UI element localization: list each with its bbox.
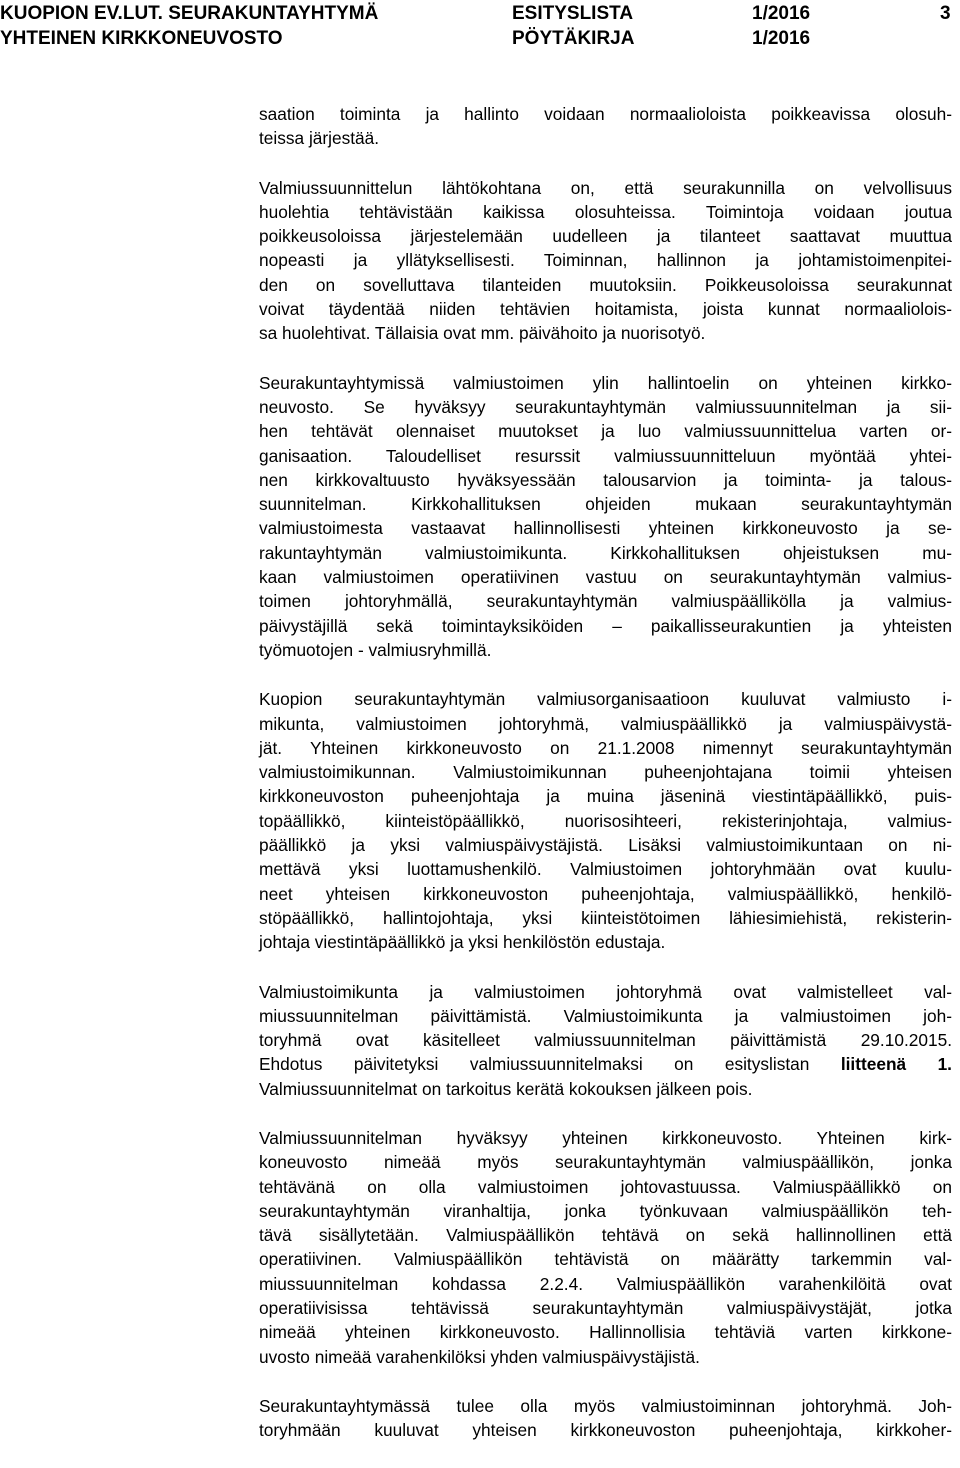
text-line: miussuunnitelman päivittämistä. Valmiustoimikunta ja valmiustoimen joh-	[259, 1005, 952, 1026]
paragraph	[259, 687, 952, 954]
text-line: neuvosto. Se hyväksyy seurakuntayhtymän valmiussuunnitelman ja sii-	[259, 396, 952, 417]
text-line-with-attachment	[259, 1052, 952, 1076]
minutes-number: 1/2016	[752, 28, 811, 49]
text-line: nimeää yhteinen kirkkoneuvosto. Hallinnollisia tehtäviä varten kirkkone-	[259, 1322, 952, 1343]
text-line: Valmiussuunnitelmat on tarkoitus kerätä kokouksen jälkeen pois.	[259, 1078, 753, 1099]
paragraph	[259, 1126, 952, 1369]
text-line: rakuntayhtymän valmiustoimikunta. Kirkkohallituksen ohjeistuksen mu-	[259, 542, 952, 563]
page-number: 3	[940, 3, 951, 24]
attachment-reference: liitteenä 1.	[840, 1054, 952, 1075]
text-line: toimen johtoryhmällä, seurakuntayhtymän valmiuspäällikölla ja valmius-	[259, 591, 952, 612]
text-line: nopeasti ja yllätyksellisesti. Toiminnan, hallinnon ja johtamistoimenpitei-	[259, 250, 952, 271]
text-segment: Ehdotus päivitetyksi valmiussuunnitelmaksi on esityslistan	[259, 1054, 841, 1075]
text-line: koneuvosto nimeää myös seurakuntayhtymän valmiuspäällikön, jonka	[259, 1152, 952, 1173]
text-line: Seurakuntayhtymässä tulee olla myös valmiustoiminnan johtoryhmä. Joh-	[259, 1395, 952, 1416]
text-line: hen tehtävät olennaiset muutokset ja luo valmiussuunnittelua varten or-	[259, 421, 952, 442]
text-line: neet yhteisen kirkkoneuvoston puheenjohtaja, valmiuspäällikkö, henkilö-	[259, 883, 952, 904]
text-line: stöpäällikkö, hallintojohtaja, yksi kiinteistötoimen lähiesimiehistä, rekisterin-	[259, 907, 952, 928]
text-line: johtaja viestintäpäällikkö ja yksi henkilöstön edustaja.	[259, 932, 666, 953]
text-line: miussuunnitelman kohdassa 2.2.4. Valmiuspäällikön varahenkilöitä ovat	[259, 1273, 952, 1294]
text-line: tehtävänä on olla valmiustoimen johtovastuussa. Valmiuspäällikkö on	[259, 1176, 952, 1197]
text-line: jät. Yhteinen kirkkoneuvosto on 21.1.2008 nimennyt seurakuntayhtymän	[259, 737, 952, 758]
paragraph	[259, 176, 952, 346]
text-line: den on sovelluttava tilanteiden muutoksiin. Poikkeusoloissa seurakunnat	[259, 274, 952, 295]
text-line: kirkkoneuvoston puheenjohtaja ja muina jäseninä viestintäpäällikkö, puis-	[259, 786, 952, 807]
text-line: työmuotojen - valmiusryhmillä.	[259, 639, 492, 660]
text-line: Seurakuntayhtymissä valmiustoimen ylin hallintoelin on yhteinen kirkko-	[259, 372, 952, 393]
paragraph	[259, 1394, 952, 1443]
text-line: teissa järjestää.	[259, 128, 380, 149]
text-line: topäällikkö, kiinteistöpäällikkö, nuorisosihteeri, rekisterinjohtaja, valmius-	[259, 810, 952, 831]
text-line: ganisaation. Taloudelliset resurssit valmiussuunnitteluun myöntää yhtei-	[259, 445, 952, 466]
text-line: valmiustoimikunnan. Valmiustoimikunnan puheenjohtajana toimii yhteisen	[259, 762, 952, 783]
text-line: tävä sisällytetään. Valmiuspäällikön tehtävä on sekä hallinnollinen että	[259, 1225, 952, 1246]
text-line: kaan valmiustoimen operatiivinen vastuu on seurakuntayhtymän valmius-	[259, 567, 952, 588]
page-header	[0, 0, 960, 60]
text-line: toryhmä ovat käsitelleet valmiussuunnitelman päivittämistä 29.10.2015.	[259, 1030, 952, 1051]
text-line: Valmiustoimikunta ja valmiustoimen johtoryhmä ovat valmistelleet val-	[259, 981, 952, 1002]
text-line: Valmiussuunnittelun lähtökohtana on, että seurakunnilla on velvollisuus	[259, 177, 952, 198]
text-line: voivat täydentää niiden tehtävien hoitamista, joista kunnat normaaliolois-	[259, 299, 952, 320]
text-line: seurakuntayhtymän viranhaltija, jonka työnkuvaan valmiuspäällikön teh-	[259, 1200, 952, 1221]
text-line: valmiustoimesta vastaavat hallinnollisesti yhteinen kirkkoneuvosto ja se-	[259, 518, 952, 539]
text-line: mettävä yksi luottamushenkilö. Valmiustoimen johtoryhmään ovat kuulu-	[259, 859, 952, 880]
text-line: Valmiussuunnitelman hyväksyy yhteinen kirkkoneuvosto. Yhteinen kirk-	[259, 1127, 952, 1148]
text-line: poikkeusoloissa järjestelemään uudelleen ja tilanteet saattavat muuttua	[259, 226, 952, 247]
text-line: huolehtia tehtävistään kaikissa olosuhteissa. Toimintoja voidaan joutua	[259, 201, 952, 222]
organization-name: KUOPION EV.LUT. SEURAKUNTAYHTYMÄ	[0, 3, 379, 24]
paragraph	[259, 102, 952, 151]
agenda-number: 1/2016	[752, 3, 811, 24]
text-line: päällikkö ja yksi valmiuspäivystäjistä. Lisäksi valmiustoimikuntaan on ni-	[259, 835, 952, 856]
text-line: saation toiminta ja hallinto voidaan normaalioloista poikkeavissa olosuh-	[259, 104, 952, 124]
paragraph	[259, 371, 952, 663]
text-line: Kuopion seurakuntayhtymän valmiusorganisaatioon kuuluvat valmiusto i-	[259, 689, 952, 710]
text-line: päivystäjillä sekä toimintayksiköiden – paikallisseurakuntien ja yhteisten	[259, 615, 952, 636]
document-type-minutes: PÖYTÄKIRJA	[512, 28, 635, 49]
text-line: mikunta, valmiustoimen johtoryhmä, valmiuspäällikkö ja valmiuspäivystä-	[259, 713, 952, 734]
text-line: uvosto nimeää varahenkilöksi yhden valmiuspäivystäjistä.	[259, 1346, 700, 1367]
paragraph	[259, 980, 952, 1101]
text-line: suunnitelman. Kirkkohallituksen ohjeiden mukaan seurakuntayhtymän	[259, 494, 952, 515]
text-line: toryhmään kuuluvat yhteisen kirkkoneuvoston puheenjohtaja, kirkkoher-	[259, 1420, 952, 1441]
document-body	[259, 102, 952, 1468]
council-name: YHTEINEN KIRKKONEUVOSTO	[0, 28, 283, 49]
text-line: sa huolehtivat. Tällaisia ovat mm. päivähoito ja nuorisotyö.	[259, 323, 706, 344]
text-line: nen kirkkovaltuusto hyväksyessään talousarvion ja toiminta- ja talous-	[259, 469, 952, 490]
document-type-agenda: ESITYSLISTA	[512, 3, 634, 24]
text-line: operatiivinen. Valmiuspäällikön tehtävistä on määrätty tarkemmin val-	[259, 1249, 952, 1270]
text-line: operatiivisissa tehtävissä seurakuntayhtymän valmiuspäivystäjät, jotka	[259, 1298, 952, 1319]
